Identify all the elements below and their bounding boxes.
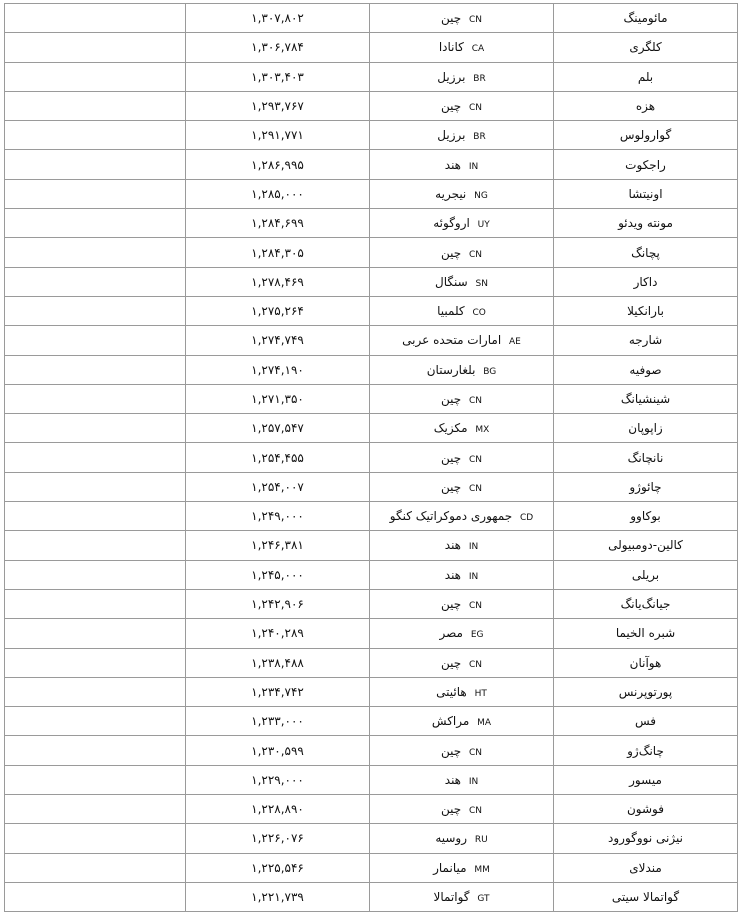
country-code: RU [474,835,488,846]
country-cell [370,267,554,296]
country-cell [370,91,554,120]
empty-cell [5,62,186,91]
country-cell [370,736,554,765]
table-body [5,4,738,912]
country-code: UY [477,220,490,231]
population-cell: ۱,۲۵۴,۰۰۷ [186,472,370,501]
city-cell: کلگری [554,33,738,62]
country-cell [370,882,554,911]
country-cell [370,472,554,501]
table-row [5,853,738,882]
empty-cell [5,853,186,882]
table-row [5,4,738,33]
empty-cell [5,121,186,150]
table-row [5,531,738,560]
country-code: CN [468,15,483,26]
empty-cell [5,238,186,267]
population-cell: ۱,۲۳۳,۰۰۰ [186,707,370,736]
country-cell [370,795,554,824]
country-name: میانمار [433,860,467,875]
country-cell [370,824,554,853]
country-code: CN [468,249,483,260]
empty-cell [5,502,186,531]
population-cell: ۱,۲۲۵,۵۴۶ [186,853,370,882]
country-cell [370,209,554,238]
population-cell: ۱,۲۹۳,۷۶۷ [186,91,370,120]
city-cell: نانچانگ [554,443,738,472]
table-row [5,238,738,267]
table-row [5,795,738,824]
country-name: هند [444,567,462,582]
country-cell [370,560,554,589]
city-cell: هزه [554,91,738,120]
table-row [5,736,738,765]
country-name: مصر [439,626,463,641]
country-code: SN [475,278,488,289]
table-row [5,62,738,91]
table-row [5,472,738,501]
country-cell [370,589,554,618]
empty-cell [5,619,186,648]
country-code: IN [468,571,479,582]
city-cell: شارجه [554,326,738,355]
city-cell: چانگ‌ژو [554,736,738,765]
city-cell: مائومینگ [554,4,738,33]
country-code: CN [468,601,483,612]
population-cell: ۱,۲۲۱,۷۳۹ [186,882,370,911]
country-cell [370,62,554,91]
country-cell [370,648,554,677]
city-cell: زاپوپان [554,414,738,443]
city-cell: جیانگ‌یانگ [554,589,738,618]
population-cell: ۱,۲۲۶,۰۷۶ [186,824,370,853]
country-name: چین [440,392,462,406]
country-name: چین [440,479,462,494]
empty-cell [5,326,186,355]
country-name: مراکش [431,714,470,729]
population-cell: ۱,۲۳۴,۷۴۲ [186,677,370,706]
population-cell: ۱,۲۳۰,۵۹۹ [186,736,370,765]
city-cell: شبره الخیما [554,619,738,648]
table-row [5,209,738,238]
population-cell: ۱,۲۴۵,۰۰۰ [186,560,370,589]
country-cell [370,765,554,794]
country-cell [370,179,554,208]
table-row [5,355,738,384]
country-name: اروگوئه [433,216,470,231]
population-cell: ۱,۲۷۴,۱۹۰ [186,355,370,384]
table-row [5,502,738,531]
country-name: روسیه [435,831,468,846]
country-name: چین [440,802,462,817]
empty-cell [5,414,186,443]
country-code: CO [472,308,486,319]
country-code: CD [520,513,534,524]
population-cell: ۱,۲۸۵,۰۰۰ [186,179,370,208]
country-name: مکزیک [433,421,468,436]
city-population-table [4,3,738,912]
country-cell [370,853,554,882]
table-row [5,648,738,677]
country-code: CN [468,806,483,817]
country-cell [370,33,554,62]
city-cell: پچانگ [554,238,738,267]
table-row [5,384,738,413]
country-code: HT [474,688,487,699]
country-name: امارات متحده عربی [402,333,502,348]
population-cell: ۱,۳۰۷,۸۰۲ [186,4,370,33]
country-code: CN [468,483,483,494]
country-code: IN [468,161,479,172]
city-cell: صوفیه [554,355,738,384]
city-cell: چائوژو [554,472,738,501]
country-cell [370,326,554,355]
country-name: هند [444,157,462,172]
city-cell: اونیتشا [554,179,738,208]
table-row [5,267,738,296]
empty-cell [5,209,186,238]
country-name: برزیل [437,128,466,143]
empty-cell [5,33,186,62]
country-cell [370,150,554,179]
country-cell [370,296,554,325]
empty-cell [5,91,186,120]
country-cell [370,414,554,443]
country-name: چین [440,245,462,260]
empty-cell [5,736,186,765]
table-row [5,33,738,62]
population-cell: ۱,۲۴۲,۹۰۶ [186,589,370,618]
city-cell: بارانکیلا [554,296,738,325]
empty-cell [5,267,186,296]
empty-cell [5,765,186,794]
population-cell: ۱,۲۵۴,۴۵۵ [186,443,370,472]
population-cell: ۱,۲۹۱,۷۷۱ [186,121,370,150]
empty-cell [5,677,186,706]
population-cell: ۱,۲۲۹,۰۰۰ [186,765,370,794]
table-row [5,677,738,706]
population-cell: ۱,۲۴۶,۳۸۱ [186,531,370,560]
country-name: نیجریه [435,186,467,201]
empty-cell [5,179,186,208]
country-code: CN [468,396,483,406]
table-row [5,824,738,853]
population-cell: ۱,۲۸۴,۶۹۹ [186,209,370,238]
country-name: چین [440,655,462,670]
country-name: چین [440,99,462,114]
country-name: سنگال [435,274,468,289]
table-row [5,414,738,443]
empty-cell [5,296,186,325]
country-code: EG [470,630,484,641]
country-code: BR [473,132,486,143]
country-code: AE [508,337,521,348]
city-cell: بریلی [554,560,738,589]
country-code: GT [477,894,490,905]
empty-cell [5,4,186,33]
empty-cell [5,707,186,736]
country-name: چین [440,450,462,465]
population-cell: ۱,۲۵۷,۵۴۷ [186,414,370,443]
table-row [5,589,738,618]
city-cell: داکار [554,267,738,296]
table-row [5,765,738,794]
table-row [5,443,738,472]
city-cell: نیژنی نووگورود [554,824,738,853]
population-cell: ۱,۲۲۸,۸۹۰ [186,795,370,824]
city-cell: فوشون [554,795,738,824]
city-cell: مندلای [554,853,738,882]
empty-cell [5,824,186,853]
population-cell: ۱,۲۷۴,۷۴۹ [186,326,370,355]
city-cell: هوآنان [554,648,738,677]
country-code: MX [475,425,490,436]
country-name: کلمبیا [437,304,465,319]
city-cell: شینشیانگ [554,384,738,413]
population-cell: ۱,۲۷۸,۴۶۹ [186,267,370,296]
city-cell: فس [554,707,738,736]
country-name: کانادا [438,40,464,55]
country-code: MM [474,864,490,875]
country-name: هند [444,772,462,787]
country-name: برزیل [437,69,466,84]
city-cell: کالین-دومبیولی [554,531,738,560]
population-cell: ۱,۲۷۱,۳۵۰ [186,384,370,413]
empty-cell [5,531,186,560]
city-cell: راجکوت [554,150,738,179]
country-cell [370,619,554,648]
city-cell: گواتمالا سیتی [554,882,738,911]
country-cell [370,443,554,472]
country-name: بلغارستان [426,362,476,377]
table-row [5,296,738,325]
country-cell [370,238,554,267]
empty-cell [5,150,186,179]
country-name: چین [440,743,462,758]
empty-cell [5,648,186,677]
population-cell: ۱,۳۰۶,۷۸۴ [186,33,370,62]
country-code: NG [474,190,488,201]
table-row [5,150,738,179]
country-code: CN [468,454,483,465]
country-name: چین [440,11,462,26]
city-cell: پورتوپرنس [554,677,738,706]
empty-cell [5,795,186,824]
city-cell: بلم [554,62,738,91]
population-cell: ۱,۲۴۹,۰۰۰ [186,502,370,531]
country-cell [370,531,554,560]
country-code: MA [477,718,492,729]
country-cell [370,4,554,33]
table-row [5,882,738,911]
empty-cell [5,443,186,472]
country-cell [370,677,554,706]
table-row [5,121,738,150]
city-cell: میسور [554,765,738,794]
country-code: BR [473,73,486,84]
country-name: هند [444,538,462,553]
population-cell: ۱,۳۰۳,۴۰۳ [186,62,370,91]
country-code: CN [468,747,483,758]
country-code: IN [468,776,479,787]
population-cell: ۱,۲۴۰,۲۸۹ [186,619,370,648]
population-cell: ۱,۲۷۵,۲۶۴ [186,296,370,325]
country-cell [370,502,554,531]
country-name: گواتمالا [433,890,470,905]
table-row [5,619,738,648]
population-cell: ۱,۲۳۸,۴۸۸ [186,648,370,677]
country-code: CN [468,659,483,670]
empty-cell [5,560,186,589]
table-row [5,707,738,736]
country-name: هائیتی [436,684,467,699]
table-row [5,179,738,208]
country-code: IN [468,542,479,553]
country-cell [370,121,554,150]
country-code: CA [471,44,485,55]
table-row [5,560,738,589]
country-cell [370,384,554,413]
city-cell: مونته ویدئو [554,209,738,238]
table-row [5,326,738,355]
country-name: چین [440,597,462,612]
empty-cell [5,882,186,911]
empty-cell [5,355,186,384]
country-cell [370,355,554,384]
city-cell: گوارولوس [554,121,738,150]
country-cell [370,707,554,736]
population-cell: ۱,۲۸۶,۹۹۵ [186,150,370,179]
country-code: CN [468,103,483,114]
city-cell: بوکاوو [554,502,738,531]
empty-cell [5,589,186,618]
empty-cell [5,384,186,413]
table-row [5,91,738,120]
country-code: BG [483,366,497,377]
country-name: جمهوری دموکراتیک کنگو [389,509,513,524]
population-cell: ۱,۲۸۴,۳۰۵ [186,238,370,267]
empty-cell [5,472,186,501]
